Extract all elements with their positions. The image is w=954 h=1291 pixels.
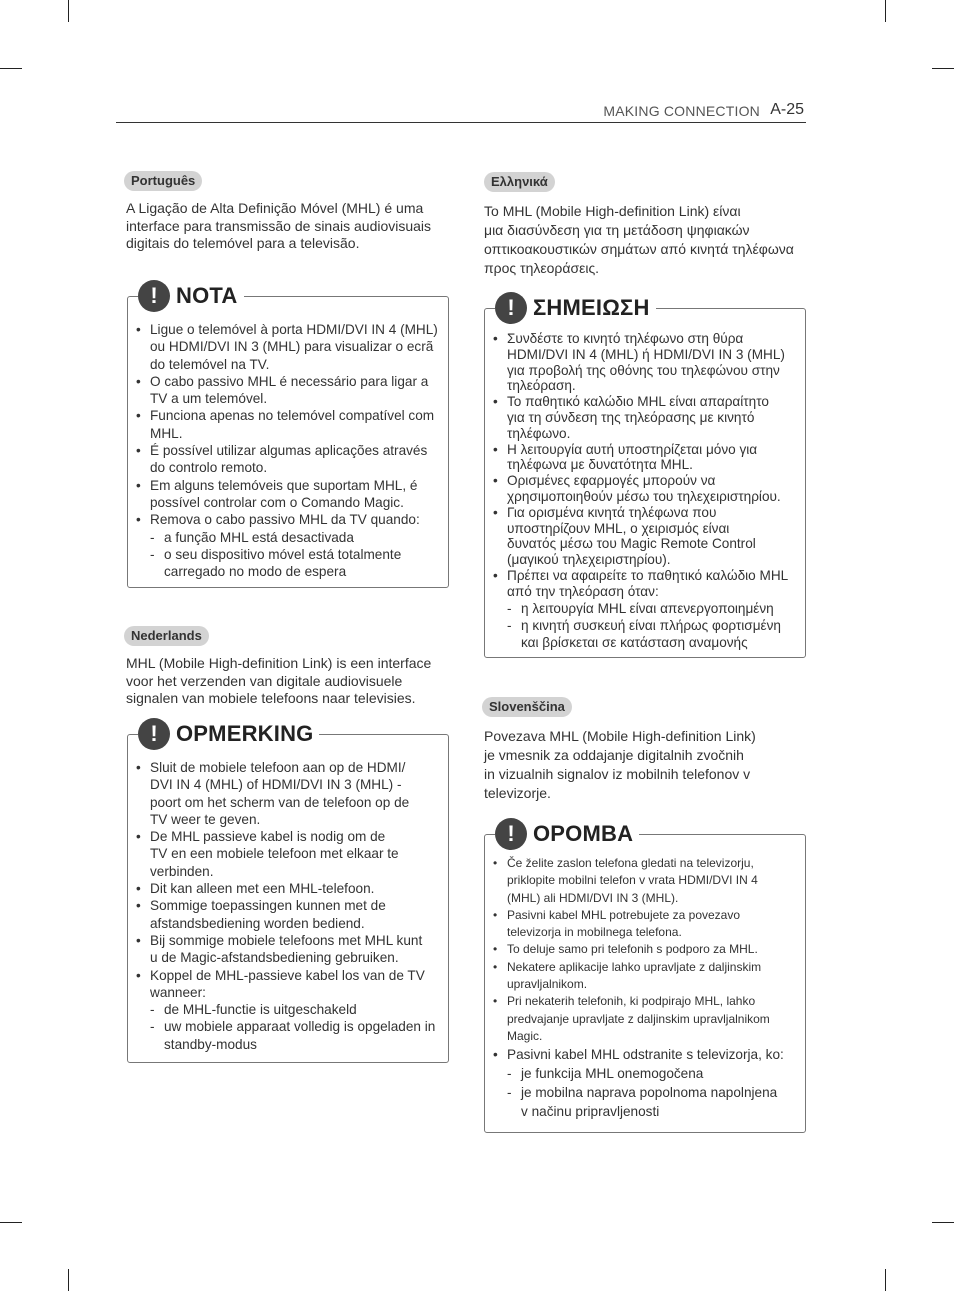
exclamation-icon: ! [495, 818, 527, 850]
page-number: A-25 [770, 101, 804, 118]
intro-text-nl [126, 655, 431, 708]
list-item: • Bij sommige mobiele telefoons met MHL kunt u de Magic-afstandsbediening gebruiken. [136, 932, 440, 967]
exclamation-icon: ! [138, 718, 170, 750]
sub-list-item: - uw mobiele apparaat volledig is opgeladen in standby-modus [150, 1018, 440, 1053]
intro-line: digitais do telemóvel para a televisão. [126, 235, 360, 251]
list-item: • Ligue o telemóvel à porta HDMI/DVI IN 4 (MHL) ou HDMI/DVI IN 3 (MHL) para visualizar o ecrã do telemóvel na TV. [136, 321, 440, 373]
sub-list [507, 600, 797, 652]
note-heading [495, 292, 656, 324]
sub-list-item: - je funkcija MHL onemogočena [507, 1064, 797, 1083]
intro-line: in vizualnih signalov iz mobilnih telefonov v [484, 766, 751, 782]
sub-list [150, 1001, 440, 1053]
intro-line: signalen van mobiele telefoons naar televisies. [126, 690, 416, 706]
list-item: • Το παθητικό καλώδιο MHL είναι απαραίτητο για τη σύνδεση της τηλεόρασης με κινητό τηλέφωνο. [493, 394, 797, 441]
intro-line: οπτικοακουστικών σημάτων από κινητά τηλέφωνα [484, 241, 794, 257]
sub-list-item: - de MHL-functie is uitgeschakeld [150, 1001, 440, 1018]
list-item: • Pasivni kabel MHL odstranite s televizorja, ko: - je funkcija MHL onemogočena - je mobilna naprava popolnoma napolnjena v načinu pripravljenosti [493, 1045, 797, 1121]
note-box-pt [127, 283, 449, 588]
list-item: • Pri nekaterih telefonih, ki podpirajo MHL, lahko predvajanje upravljate z daljinskim upravljalnikom Magic. [493, 993, 797, 1045]
list-item: • Koppel de MHL-passieve kabel los van de TV wanneer: - de MHL-functie is uitgeschakeld - uw mobiele apparaat volledig is opgeladen in standby-modus [136, 967, 440, 1053]
crop-mark [68, 0, 69, 22]
list-item: • Η λειτουργία αυτή υποστηρίζεται μόνο για τηλέφωνα με δυνατότητα MHL. [493, 442, 797, 474]
intro-text-sl [484, 727, 756, 803]
sub-list [507, 1064, 797, 1121]
note-heading [495, 818, 639, 850]
language-badge-nl: Nederlands [124, 626, 209, 646]
intro-line: προς τηλεοράσεις. [484, 260, 600, 276]
list-item: • Συνδέστε το κινητό τηλέφωνο στη θύρα HDMI/DVI IN 4 (MHL) ή HDMI/DVI IN 3 (MHL) για προβολή της οθόνης του τηλεφώνου στην τηλεόραση. [493, 331, 797, 394]
list-item: • Ορισμένες εφαρμογές μπορούν να χρησιμοποιηθούν μέσω του τηλεχειριστηρίου. [493, 473, 797, 505]
note-list [493, 331, 797, 651]
intro-text-pt [126, 200, 431, 253]
crop-mark [932, 1222, 954, 1223]
crop-mark [68, 1269, 69, 1291]
crop-mark [0, 68, 22, 69]
intro-line: MHL (Mobile High-definition Link) is een interface [126, 655, 432, 671]
intro-line: Το MHL (Mobile High-definition Link) είναι [484, 203, 741, 219]
list-item: • Remova o cabo passivo MHL da TV quando: - a função MHL está desactivada - o seu dispositivo móvel está totalmente carregado no modo de espera [136, 511, 440, 580]
sub-list-item: - o seu dispositivo móvel está totalmente carregado no modo de espera [150, 546, 440, 581]
list-item: • É possível utilizar algumas aplicações através do controlo remoto. [136, 442, 440, 477]
list-item: • Em alguns telemóveis que suportam MHL, é possível controlar com o Comando Magic. [136, 477, 440, 512]
intro-line: je vmesnik za oddajanje digitalnih zvočnih [484, 747, 744, 763]
page-header [116, 100, 806, 123]
exclamation-icon: ! [138, 280, 170, 312]
intro-text-el [484, 202, 794, 278]
sub-list-item: - je mobilna naprava popolnoma napolnjena v načinu pripravljenosti [507, 1083, 797, 1121]
note-title: OPOMBA [533, 821, 634, 846]
list-item: • Πρέπει να αφαιρείτε το παθητικό καλώδιο MHL από την τηλεόραση όταν: - η λειτουργία MHL είναι απενεργοποιημένη - η κινητή συσκευή είναι πλήρως φορτισμένη και βρίσκεται σε κατάσταση αναμονής [493, 568, 797, 651]
note-title: ΣΗΜΕΙΩΣΗ [533, 295, 650, 320]
crop-mark [0, 1222, 22, 1223]
note-list [136, 759, 440, 1053]
note-title: NOTA [176, 283, 238, 308]
note-title: OPMERKING [176, 721, 314, 746]
section-title: MAKING CONNECTION [603, 103, 760, 119]
exclamation-icon: ! [495, 292, 527, 324]
note-box-nl [127, 721, 449, 1063]
crop-mark [932, 68, 954, 69]
list-item: • Sluit de mobiele telefoon aan op de HDMI/ DVI IN 4 (MHL) of HDMI/DVI IN 3 (MHL) - poort om het scherm van de telefoon op de TV weer te geven. [136, 759, 440, 828]
sub-list-item: - η λειτουργία MHL είναι απενεργοποιημένη [507, 600, 797, 617]
intro-line: μια διασύνδεση για τη μετάδοση ψηφιακών [484, 222, 750, 238]
language-badge-el: Ελληνικά [484, 172, 555, 192]
intro-line: Povezava MHL (Mobile High-definition Link) [484, 728, 756, 744]
list-item: • Če želite zaslon telefona gledati na televizorju, priklopite mobilni telefon v vrata HDMI/DVI IN 4 (MHL) ali HDMI/DVI IN 3 (MHL). [493, 855, 797, 907]
note-heading [138, 280, 244, 312]
note-box-el [484, 295, 806, 658]
list-item: • O cabo passivo MHL é necessário para ligar a TV a um telemóvel. [136, 373, 440, 408]
note-heading [138, 718, 319, 750]
list-item: • Nekatere aplikacije lahko upravljate z daljinskim upravljalnikom. [493, 959, 797, 994]
intro-line: voor het verzenden van digitale audiovisuele [126, 672, 403, 689]
note-list [493, 855, 797, 1121]
sub-list-item: - η κινητή συσκευή είναι πλήρως φορτισμένη και βρίσκεται σε κατάσταση αναμονής [507, 617, 797, 652]
note-box-sl [484, 821, 806, 1133]
note-list [136, 321, 440, 580]
intro-line: televizorje. [484, 785, 551, 801]
sub-list-item: - a função MHL está desactivada [150, 529, 440, 546]
intro-line: interface para transmissão de sinais audiovisuais [126, 217, 432, 234]
list-item: • Για ορισμένα κινητά τηλέφωνα που υποστηρίζουν MHL, ο χειρισμός είναι δυνατός μέσω του Magic Remote Control (μαγικού τηλεχειριστηρίου). [493, 505, 797, 568]
language-badge-sl: Slovenščina [482, 697, 572, 717]
crop-mark [885, 0, 886, 22]
intro-line: A Ligação de Alta Definição Móvel (MHL) é uma [126, 200, 424, 216]
crop-mark [885, 1269, 886, 1291]
language-badge-pt: Português [124, 171, 202, 191]
list-item: • Sommige toepassingen kunnen met de afstandsbediening worden bediend. [136, 897, 440, 932]
list-item: • Funciona apenas no telemóvel compatível com MHL. [136, 407, 440, 442]
list-item: • To deluje samo pri telefonih s podporo za MHL. [493, 941, 797, 958]
sub-list [150, 529, 440, 581]
list-item: • De MHL passieve kabel is nodig om de TV en een mobiele telefoon met elkaar te verbinden. [136, 828, 440, 880]
list-item: • Pasivni kabel MHL potrebujete za povezavo televizorja in mobilnega telefona. [493, 907, 797, 942]
list-item: • Dit kan alleen met een MHL-telefoon. [136, 880, 440, 897]
